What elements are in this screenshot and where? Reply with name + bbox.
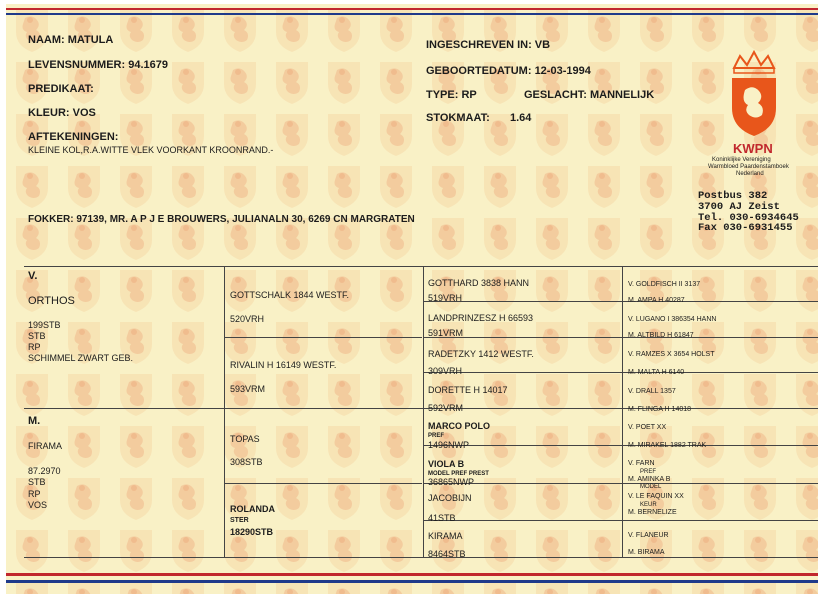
- gen2-name: GOTTSCHALK 1844 WESTF.: [230, 290, 350, 300]
- gen3-predicate: PREF: [428, 433, 445, 439]
- gen2-reg: 18290STB: [230, 527, 274, 537]
- gen3-reg: 591VRM: [428, 328, 464, 338]
- gen4-dam: M. MIRAKEL 1882 TRAK: [628, 442, 707, 449]
- kwpn-crown-lion-logo: [728, 50, 780, 138]
- gen2-reg: 520VRH: [230, 314, 265, 324]
- gen3-reg: 519VRH: [428, 293, 463, 303]
- gen2-reg: 593VRM: [230, 384, 266, 394]
- dam-studbook: STB: [28, 477, 46, 487]
- top-stripe-blue: [6, 13, 818, 15]
- gen4-sire-predicate: PREF: [640, 469, 657, 475]
- markings-label: AFTEKENINGEN:: [28, 131, 119, 143]
- telephone: Tel. 030-6934645: [698, 212, 799, 224]
- sire-colour: SCHIMMEL ZWART GEB.: [28, 353, 134, 363]
- gen4-sire: V. LUGANO I 386354 HANN: [628, 316, 717, 323]
- kwpn-sub3: Nederland: [736, 171, 764, 177]
- gender: GESLACHT: MANNELIJK: [524, 89, 655, 101]
- gen4-dam: M. AMPA H 40287: [628, 297, 685, 304]
- gen4-dam: M. AMINKA B: [628, 476, 671, 483]
- dam-reg: 87.2970: [28, 466, 61, 476]
- postbus: Postbus 382: [698, 190, 768, 202]
- gen3-reg: 592VRM: [428, 403, 464, 413]
- top-stripe-red: [6, 8, 818, 10]
- kwpn-name: KWPN: [733, 141, 773, 156]
- registered-in: INGESCHREVEN IN: VB: [426, 39, 551, 51]
- gen3-predicate: MODEL PREF PREST: [428, 471, 489, 477]
- gen3-name: DORETTE H 14017: [428, 385, 508, 395]
- predicate: PREDIKAAT:: [28, 83, 94, 95]
- gen4-sire: V. LE FAQUIN XX: [628, 493, 684, 500]
- gen3-name: GOTTHARD 3838 HANN: [428, 278, 530, 288]
- birth-date: GEBOORTEDATUM: 12-03-1994: [426, 65, 591, 77]
- gen4-dam: M. ALTBILD H 61847: [628, 332, 694, 339]
- dam-label: M.: [28, 415, 41, 427]
- horse-name: NAAM: MATULA: [28, 34, 114, 46]
- gen3-name: JACOBIJN: [428, 493, 472, 503]
- gen3-reg: 41STB: [428, 513, 456, 523]
- gen2-reg: 308STB: [230, 457, 263, 467]
- gen4-sire: V. GOLDFISCH II 3137: [628, 281, 701, 288]
- gen3-reg: 309VRH: [428, 366, 463, 376]
- life-number: LEVENSNUMMER: 94.1679: [28, 59, 168, 71]
- gen2-name: ROLANDA: [230, 504, 275, 514]
- dam-type: RP: [28, 489, 41, 499]
- gen4-sire: V. RAMZES X 3654 HOLST: [628, 351, 715, 358]
- sire-name: ORTHOS: [28, 295, 75, 307]
- gen4-dam: M. MALTA H 6140: [628, 369, 685, 376]
- bottom-stripe-red: [6, 573, 818, 576]
- kwpn-sub1: Koninklijke Vereniging: [712, 157, 771, 163]
- gen3-name: VIOLA B: [428, 459, 465, 469]
- gen4-dam: M. FLINGA H 14018: [628, 406, 692, 413]
- height-label: STOKMAAT:: [426, 112, 490, 124]
- colour: KLEUR: VOS: [28, 107, 96, 119]
- kwpn-sub2: Warmbloed Paardenstamboek: [708, 164, 789, 170]
- gen4-sire: V. POET XX: [628, 424, 667, 431]
- postal-city: 3700 AJ Zeist: [698, 201, 780, 213]
- gen3-name: LANDPRINZESZ H 66593: [428, 313, 534, 323]
- gen4-sire: V. FLANEUR: [628, 532, 669, 539]
- gen3-reg: 1496NWP: [428, 440, 470, 450]
- bottom-stripe-blue: [6, 580, 818, 583]
- dam-name: FIRAMA: [28, 441, 63, 451]
- sire-label: V.: [28, 270, 38, 282]
- sire-reg: 199STB: [28, 320, 61, 330]
- gen4-sire: V. DRALL 1357: [628, 388, 676, 395]
- watermark-pattern: [6, 4, 818, 594]
- fax: Fax 030-6931455: [698, 222, 793, 234]
- gen4-dam: M. BIRAMA: [628, 549, 665, 556]
- breeder: FOKKER: 97139, MR. A P J E BROUWERS, JULIANALN 30, 6269 CN MARGRATEN: [28, 214, 415, 225]
- gen3-reg: 8464STB: [428, 549, 466, 559]
- sire-type: RP: [28, 342, 41, 352]
- dam-colour: VOS: [28, 500, 48, 510]
- gen3-name: KIRAMA: [428, 531, 463, 541]
- gen2-predicate: STER: [230, 517, 249, 524]
- markings-text: KLEINE KOL,R.A.WITTE VLEK VOORKANT KROONRAND.-: [28, 145, 274, 155]
- gen4-sire-predicate: KEUR: [640, 502, 657, 508]
- horse-type: TYPE: RP: [426, 89, 477, 101]
- pedigree-certificate: [6, 4, 818, 594]
- gen2-name: TOPAS: [230, 434, 260, 444]
- gen4-dam: M. BERNELIZE: [628, 509, 677, 516]
- gen2-name: RIVALIN H 16149 WESTF.: [230, 360, 337, 370]
- sire-studbook: STB: [28, 331, 46, 341]
- gen4-dam-predicate: MODEL: [640, 484, 662, 490]
- gen3-name: RADETZKY 1412 WESTF.: [428, 349, 534, 359]
- gen4-sire: V. FARN: [628, 460, 655, 467]
- gen3-name: MARCO POLO: [428, 421, 490, 431]
- height-value: 1.64: [510, 112, 532, 124]
- gen3-reg: 36865NWP: [428, 477, 475, 487]
